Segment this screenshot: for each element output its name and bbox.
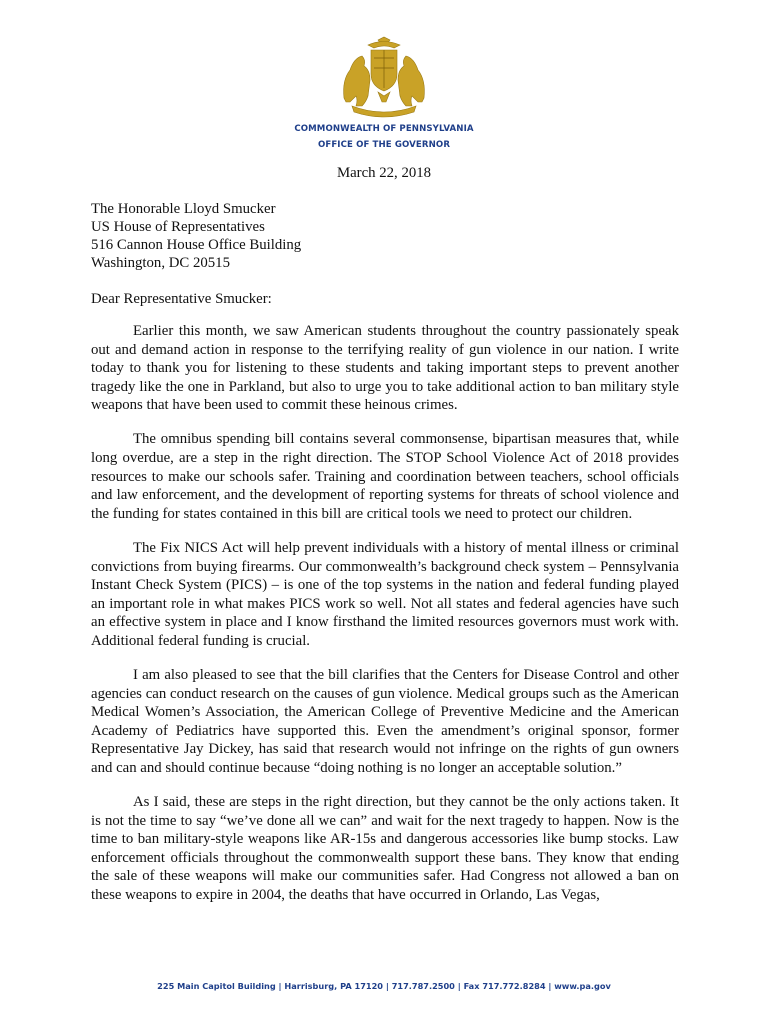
salutation: Dear Representative Smucker:	[91, 291, 272, 307]
letterhead-line2: OFFICE OF THE GOVERNOR	[317, 140, 451, 150]
recipient-city: Washington, DC 20515	[91, 255, 230, 271]
recipient-building: 516 Cannon House Office Building	[91, 237, 302, 253]
letter-date: March 22, 2018	[336, 165, 432, 181]
paragraph-3: The Fix NICS Act will help prevent individuals with a history of mental illness or criminal convictions from buying firearms. Our commonwealth’s background check system – Pennsylvania Instant Check System (PICS) – is one of the top systems in the nation and federal funding played an important role in what makes PICS work so well. Not all states and federal agencies have such an effective system in place and I know firsthand the limited resources governors must work with. Additional federal funding is crucial.	[91, 539, 679, 649]
recipient-name: The Honorable Lloyd Smucker	[91, 201, 276, 217]
paragraph-1: Earlier this month, we saw American students throughout the country passionately speak out and demand action in response to the terrifying reality of gun violence in our nation. I write today to thank you for listening to these students and taking important steps to prevent another tragedy like the one in Parkland, but also to urge you to take additional action to ban military style weapons that have been used to commit these heinous crimes.	[91, 323, 679, 414]
footer-address: 225 Main Capitol Building | Harrisburg, PA 17120 | 717.787.2500 | Fax 717.772.8284 | www.pa.gov	[157, 981, 611, 991]
recipient-office: US House of Representatives	[91, 219, 265, 235]
paragraph-5: As I said, these are steps in the right direction, but they cannot be the only actions taken. It is not the time to say “we’ve done all we can” and wait for the next tragedy to happen. Now is the time to ban military-style weapons like AR-15s and dangerous accessories like bump stocks. Law enforcement officials throughout the commonwealth support these bans. They know that ending the sale of these weapons will make our communities safer. Had Congress not allowed a ban on these weapons to expire in 2004, the deaths that have occurred in Orlando, Las Vegas,	[91, 794, 679, 904]
recipient-address	[91, 200, 301, 272]
paragraph-2: The omnibus spending bill contains several commonsense, bipartisan measures that, while long overdue, are a step in the right direction. The STOP School Violence Act of 2018 provides resources to make our schools safer. Training and coordination between teachers, school officials and law enforcement, and the development of reporting systems for threats of school violence and the funding for states contained in this bill are critical tools we need to protect our children.	[91, 431, 679, 522]
letterhead	[0, 121, 768, 153]
coat-of-arms-icon	[338, 36, 430, 118]
letterhead-line1: COMMONWEALTH OF PENNSYLVANIA	[294, 124, 474, 134]
letter-body	[91, 322, 679, 920]
paragraph-4: I am also pleased to see that the bill clarifies that the Centers for Disease Control and other agencies can conduct research on the causes of gun violence. Medical groups such as the American Medical Women’s Association, the American College of Preventive Medicine and the American Academy of Pediatrics have supported this. Even the amendment’s original sponsor, former Representative Jay Dickey, has said that research would not infringe on the rights of gun owners and can and should continue because “doing nothing is no longer an acceptable solution.”	[91, 667, 679, 776]
